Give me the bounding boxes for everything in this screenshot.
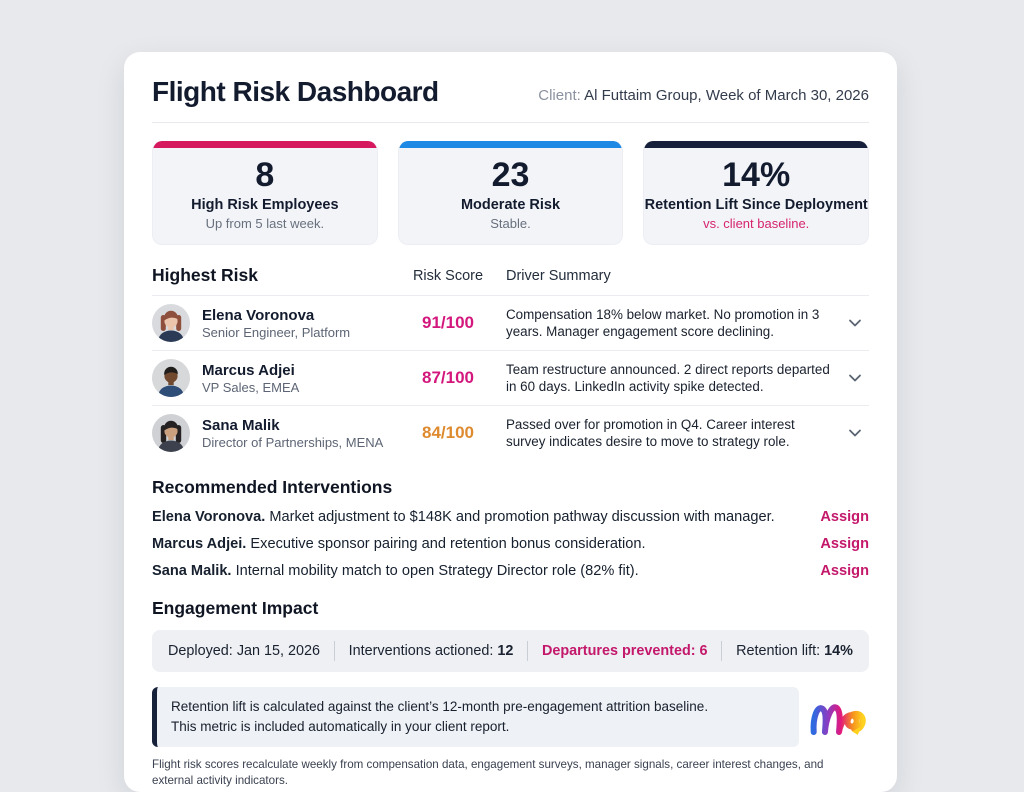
- risk-score: 87/100: [422, 368, 474, 388]
- avatar: [152, 414, 190, 452]
- person-name: Sana Malik: [202, 416, 280, 434]
- client-info: [538, 87, 869, 108]
- person-name: Marcus Adjei: [202, 361, 295, 379]
- intervention-detail: Internal mobility match to open Strategy Director role (82% fit).: [235, 563, 639, 580]
- impact-stat-interventions: Interventions actioned: 12: [348, 643, 514, 660]
- driver-summary: Compensation 18% below market. No promotion in 3 years. Manager engagement score declining.: [506, 306, 820, 340]
- assign-button[interactable]: Assign: [820, 536, 869, 553]
- stat-cards-row: [152, 141, 869, 245]
- chevron-down-icon: [847, 425, 863, 441]
- divider: [334, 641, 335, 661]
- impact-stats-bar: [152, 630, 869, 672]
- stat-card-retention-lift: [643, 141, 869, 245]
- risk-table-header: [152, 265, 869, 286]
- person-info: [202, 417, 383, 450]
- dashboard-card: [124, 52, 897, 792]
- accent-bar: [153, 141, 377, 148]
- accent-bar: [644, 141, 868, 148]
- table-row: [152, 350, 869, 405]
- interventions-section: [152, 477, 869, 579]
- divider: [527, 641, 528, 661]
- person-info: [202, 362, 299, 395]
- intervention-row: [152, 563, 869, 579]
- person-cell: [152, 359, 402, 397]
- stat-card-moderate-risk: [398, 141, 624, 245]
- table-row: [152, 295, 869, 350]
- divider: [721, 641, 722, 661]
- stat-card-high-risk: [152, 141, 378, 245]
- stat-sublabel: Stable.: [490, 216, 531, 232]
- stat-value: 14%: [722, 156, 791, 194]
- intervention-text: [152, 536, 808, 552]
- chevron-down-icon: [847, 315, 863, 331]
- intervention-detail: Executive sponsor pairing and retention bonus consideration.: [250, 536, 646, 553]
- table-row: [152, 405, 869, 460]
- expand-row-button[interactable]: [841, 370, 869, 386]
- impact-stat-departures: Departures prevented: 6: [541, 643, 708, 660]
- person-role: Director of Partnerships, MENA: [202, 434, 384, 450]
- column-header-driver-summary: Driver Summary: [506, 267, 611, 284]
- header: [152, 76, 869, 123]
- intervention-row: [152, 536, 869, 552]
- highest-risk-heading: Highest Risk: [152, 265, 258, 286]
- client-label: Client:: [538, 87, 581, 104]
- avatar: [152, 304, 190, 342]
- chevron-down-icon: [847, 370, 863, 386]
- person-name: Elena Voronova: [202, 306, 315, 324]
- stat-sublabel: Up from 5 last week.: [205, 216, 325, 232]
- note-row: [152, 687, 869, 746]
- impact-stat-deployed: Deployed: Jan 15, 2026: [168, 643, 321, 660]
- assign-button[interactable]: Assign: [820, 509, 869, 526]
- interventions-heading: Recommended Interventions: [152, 477, 393, 498]
- stat-value: 8: [255, 156, 275, 194]
- person-role: VP Sales, EMEA: [202, 379, 300, 395]
- column-header-risk-score: Risk Score: [412, 267, 484, 284]
- person-role: Senior Engineer, Platform: [202, 324, 351, 340]
- client-value: Al Futtaim Group, Week of March 30, 2026: [584, 87, 869, 104]
- intervention-person: Marcus Adjei.: [152, 536, 247, 553]
- intervention-text: [152, 509, 808, 525]
- accent-bar: [399, 141, 623, 148]
- stat-label: Moderate Risk: [460, 197, 561, 214]
- intervention-person: Sana Malik.: [152, 563, 232, 580]
- intervention-detail: Market adjustment to $148K and promotion pathway discussion with manager.: [269, 509, 775, 526]
- note-line2: This metric is included automatically in your client report.: [171, 718, 510, 734]
- driver-summary: Passed over for promotion in Q4. Career interest survey indicates desire to move to strategy role.: [506, 416, 795, 450]
- me-logo: [809, 694, 869, 740]
- note-line1: Retention lift is calculated against the client’s 12-month pre-engagement attrition baseline.: [171, 699, 709, 715]
- assign-button[interactable]: Assign: [820, 563, 869, 580]
- page-title: Flight Risk Dashboard: [152, 76, 439, 107]
- intervention-text: [152, 563, 808, 579]
- impact-section: [152, 598, 869, 672]
- driver-summary: Team restructure announced. 2 direct reports departed in 60 days. LinkedIn activity spike detected.: [506, 361, 830, 395]
- person-cell: [152, 304, 402, 342]
- risk-score: 91/100: [422, 313, 474, 333]
- person-info: [202, 307, 350, 340]
- expand-row-button[interactable]: [841, 425, 869, 441]
- footnote: Flight risk scores recalculate weekly from compensation data, engagement surveys, manager signals, career interest changes, and external activity indicators.: [152, 757, 824, 787]
- impact-heading: Engagement Impact: [152, 598, 319, 619]
- stat-value: 23: [491, 156, 530, 194]
- impact-stat-retention: Retention lift: 14%: [736, 643, 853, 660]
- stat-sublabel: vs. client baseline.: [703, 216, 810, 232]
- avatar: [152, 359, 190, 397]
- intervention-person: Elena Voronova.: [152, 509, 266, 526]
- stat-label: Retention Lift Since Deployment: [644, 197, 868, 214]
- risk-score: 84/100: [422, 423, 474, 443]
- stat-label: High Risk Employees: [191, 197, 339, 214]
- intervention-row: [152, 509, 869, 525]
- methodology-note: [152, 687, 799, 746]
- expand-row-button[interactable]: [841, 315, 869, 331]
- person-cell: [152, 414, 402, 452]
